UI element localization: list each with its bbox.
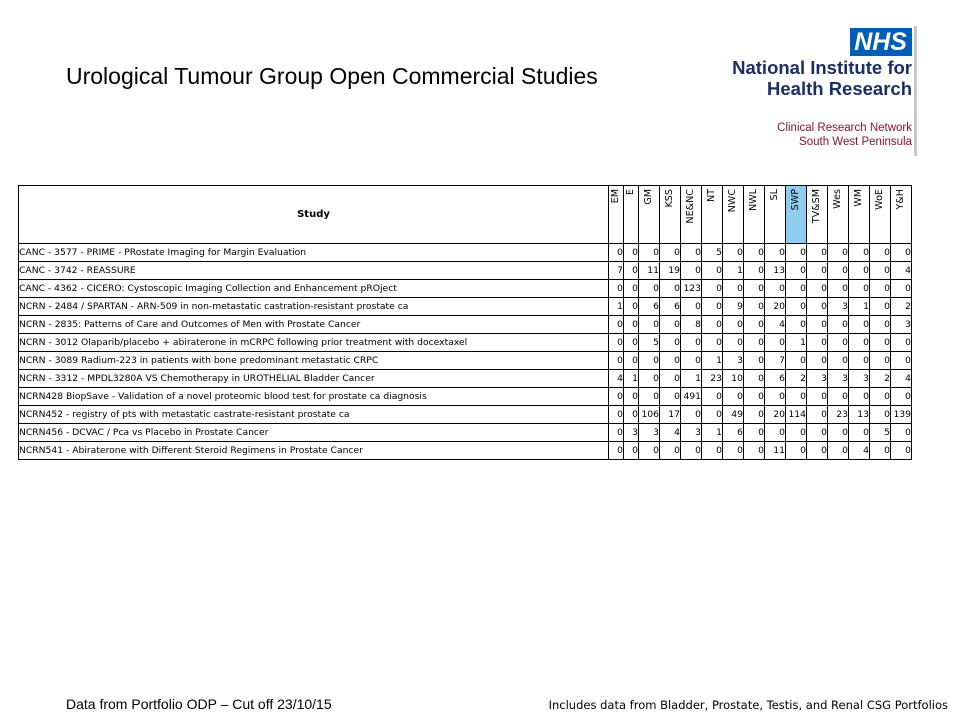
- recruitment-count-cell: 0: [660, 352, 681, 370]
- recruitment-count-cell: 0: [624, 406, 639, 424]
- recruitment-count-cell: 0: [786, 424, 807, 442]
- region-header-woe: [870, 186, 891, 244]
- institute-line-1: National Institute for: [732, 57, 912, 78]
- network-name: [777, 121, 912, 149]
- recruitment-count-cell: 0: [807, 334, 828, 352]
- recruitment-count-cell: 1: [786, 334, 807, 352]
- recruitment-count-cell: 13: [849, 406, 870, 424]
- recruitment-count-cell: 0: [870, 280, 891, 298]
- recruitment-count-cell: 0: [681, 406, 702, 424]
- recruitment-count-cell: 114: [786, 406, 807, 424]
- recruitment-count-cell: 0: [624, 280, 639, 298]
- recruitment-count-cell: 0: [828, 244, 849, 262]
- study-name-cell: NCRN428 BiopSave - Validation of a novel proteomic blood test for prostate ca diagnosis: [19, 388, 609, 406]
- recruitment-count-cell: 0: [624, 352, 639, 370]
- recruitment-count-cell: 13: [765, 262, 786, 280]
- recruitment-count-cell: 0: [702, 406, 723, 424]
- recruitment-count-cell: 0: [660, 280, 681, 298]
- recruitment-count-cell: 0: [702, 442, 723, 460]
- region-header-nt: [702, 186, 723, 244]
- study-name-cell: CANC - 3577 - PRIME - PRostate Imaging for Margin Evaluation: [19, 244, 609, 262]
- table-header-row: [19, 186, 912, 244]
- recruitment-count-cell: 2: [891, 298, 912, 316]
- recruitment-count-cell: 0: [891, 280, 912, 298]
- recruitment-count-cell: 3: [624, 424, 639, 442]
- recruitment-count-cell: 0: [681, 442, 702, 460]
- recruitment-count-cell: 0: [744, 298, 765, 316]
- table-row: [19, 244, 912, 262]
- table-row: [19, 406, 912, 424]
- recruitment-count-cell: 0: [609, 424, 624, 442]
- recruitment-count-cell: 7: [765, 352, 786, 370]
- recruitment-count-cell: 0: [765, 334, 786, 352]
- recruitment-count-cell: 0: [744, 370, 765, 388]
- recruitment-count-cell: 0: [807, 262, 828, 280]
- recruitment-count-cell: 9: [723, 298, 744, 316]
- recruitment-count-cell: 0: [624, 334, 639, 352]
- recruitment-count-cell: 0: [870, 334, 891, 352]
- recruitment-count-cell: 0: [807, 280, 828, 298]
- region-header-em: [609, 186, 624, 244]
- recruitment-count-cell: 0: [786, 388, 807, 406]
- recruitment-count-cell: 0: [744, 280, 765, 298]
- recruitment-count-cell: 0: [744, 406, 765, 424]
- recruitment-count-cell: 0: [744, 352, 765, 370]
- region-label: WM: [853, 189, 864, 207]
- recruitment-count-cell: 123: [681, 280, 702, 298]
- portfolio-note: Includes data from Bladder, Prostate, Testis, and Renal CSG Portfolios: [548, 698, 948, 712]
- recruitment-count-cell: 0: [660, 334, 681, 352]
- region-label: E: [625, 189, 636, 196]
- recruitment-count-cell: 0: [870, 406, 891, 424]
- region-label: NWL: [748, 189, 759, 212]
- recruitment-count-cell: 491: [681, 388, 702, 406]
- recruitment-count-cell: 3: [828, 370, 849, 388]
- region-label: TV&SM: [811, 189, 822, 224]
- recruitment-count-cell: 0: [786, 280, 807, 298]
- recruitment-count-cell: 0: [765, 280, 786, 298]
- recruitment-count-cell: 23: [828, 406, 849, 424]
- region-header-kss: [660, 186, 681, 244]
- recruitment-count-cell: 3: [807, 370, 828, 388]
- recruitment-count-cell: 0: [660, 388, 681, 406]
- recruitment-count-cell: 20: [765, 406, 786, 424]
- region-header-sl: [765, 186, 786, 244]
- region-header-nwc: [723, 186, 744, 244]
- study-name-cell: NCRN456 - DCVAC / Pca vs Placebo in Prostate Cancer: [19, 424, 609, 442]
- recruitment-count-cell: 0: [828, 334, 849, 352]
- study-name-cell: CANC - 4362 - CICERO: Cystoscopic Imaging Collection and Enhancement pROject: [19, 280, 609, 298]
- recruitment-count-cell: 0: [660, 316, 681, 334]
- recruitment-count-cell: 0: [828, 388, 849, 406]
- recruitment-count-cell: 0: [849, 388, 870, 406]
- recruitment-count-cell: 4: [891, 262, 912, 280]
- recruitment-count-cell: 6: [660, 298, 681, 316]
- nhs-logo-badge: NHS: [850, 28, 912, 56]
- study-name-cell: NCRN452 - registry of pts with metastatic castrate-resistant prostate ca: [19, 406, 609, 424]
- recruitment-count-cell: 0: [681, 298, 702, 316]
- recruitment-count-cell: 0: [807, 388, 828, 406]
- recruitment-count-cell: 0: [849, 262, 870, 280]
- recruitment-count-cell: 2: [786, 370, 807, 388]
- recruitment-count-cell: 4: [849, 442, 870, 460]
- region-header-ne-nc: [681, 186, 702, 244]
- data-source-note: Data from Portfolio ODP – Cut off 23/10/15: [66, 696, 332, 712]
- recruitment-count-cell: 3: [681, 424, 702, 442]
- recruitment-count-cell: 0: [849, 424, 870, 442]
- region-header-swp: [786, 186, 807, 244]
- recruitment-count-cell: 23: [702, 370, 723, 388]
- recruitment-count-cell: 0: [702, 334, 723, 352]
- recruitment-count-cell: 0: [849, 352, 870, 370]
- recruitment-count-cell: 1: [702, 424, 723, 442]
- recruitment-count-cell: 0: [660, 442, 681, 460]
- recruitment-count-cell: 2: [870, 370, 891, 388]
- recruitment-count-cell: 0: [849, 316, 870, 334]
- recruitment-count-cell: 17: [660, 406, 681, 424]
- recruitment-count-cell: 0: [744, 334, 765, 352]
- study-name-cell: NCRN - 3089 Radium-223 in patients with bone predominant metastatic CRPC: [19, 352, 609, 370]
- recruitment-count-cell: 106: [639, 406, 660, 424]
- study-name-cell: NCRN541 - Abiraterone with Different Steroid Regimens in Prostate Cancer: [19, 442, 609, 460]
- region-label: WoE: [874, 189, 885, 210]
- recruitment-count-cell: 0: [624, 244, 639, 262]
- region-header-wm: [849, 186, 870, 244]
- page-title: Urological Tumour Group Open Commercial Studies: [66, 63, 598, 89]
- recruitment-count-cell: 0: [744, 442, 765, 460]
- recruitment-count-cell: 0: [660, 370, 681, 388]
- region-label: Y&H: [895, 189, 906, 210]
- recruitment-count-cell: 0: [639, 442, 660, 460]
- recruitment-count-cell: 0: [849, 334, 870, 352]
- recruitment-count-cell: 3: [891, 316, 912, 334]
- institute-name: [732, 57, 912, 99]
- recruitment-count-cell: 19: [660, 262, 681, 280]
- recruitment-count-cell: 0: [681, 244, 702, 262]
- recruitment-count-cell: 0: [807, 298, 828, 316]
- region-header-nwl: [744, 186, 765, 244]
- recruitment-count-cell: 0: [891, 352, 912, 370]
- study-column-header: Study: [19, 186, 609, 244]
- recruitment-count-cell: 0: [744, 424, 765, 442]
- recruitment-count-cell: 0: [786, 316, 807, 334]
- recruitment-count-cell: 0: [609, 352, 624, 370]
- recruitment-count-cell: 0: [807, 244, 828, 262]
- recruitment-count-cell: 0: [723, 244, 744, 262]
- recruitment-count-cell: 6: [723, 424, 744, 442]
- recruitment-count-cell: 0: [828, 280, 849, 298]
- recruitment-count-cell: 0: [624, 262, 639, 280]
- recruitment-count-cell: 0: [807, 352, 828, 370]
- region-label: NT: [706, 189, 717, 203]
- table-row: [19, 262, 912, 280]
- recruitment-count-cell: 0: [891, 388, 912, 406]
- study-name-cell: NCRN - 3312 - MPDL3280A VS Chemotherapy in UROTHELIAL Bladder Cancer: [19, 370, 609, 388]
- recruitment-count-cell: 11: [765, 442, 786, 460]
- recruitment-count-cell: 1: [723, 262, 744, 280]
- recruitment-count-cell: 0: [744, 262, 765, 280]
- table-body: [19, 244, 912, 460]
- network-line-2: South West Peninsula: [799, 136, 912, 148]
- recruitment-count-cell: 0: [765, 424, 786, 442]
- recruitment-count-cell: 0: [849, 280, 870, 298]
- table-row: [19, 370, 912, 388]
- recruitment-count-cell: 0: [765, 388, 786, 406]
- recruitment-count-cell: 5: [702, 244, 723, 262]
- recruitment-count-cell: 0: [639, 352, 660, 370]
- institute-line-2: Health Research: [767, 78, 912, 99]
- region-label: SWP: [790, 189, 801, 211]
- recruitment-count-cell: 0: [702, 388, 723, 406]
- recruitment-count-cell: 0: [807, 316, 828, 334]
- recruitment-count-cell: 0: [870, 298, 891, 316]
- recruitment-count-cell: 0: [870, 442, 891, 460]
- recruitment-count-cell: 3: [723, 352, 744, 370]
- recruitment-count-cell: 3: [828, 298, 849, 316]
- recruitment-count-cell: 1: [609, 298, 624, 316]
- recruitment-count-cell: 0: [660, 244, 681, 262]
- recruitment-count-cell: 0: [624, 316, 639, 334]
- recruitment-count-cell: 0: [807, 406, 828, 424]
- recruitment-count-cell: 0: [702, 280, 723, 298]
- table-row: [19, 298, 912, 316]
- recruitment-count-cell: 0: [639, 388, 660, 406]
- recruitment-count-cell: 0: [681, 352, 702, 370]
- recruitment-count-cell: 0: [891, 334, 912, 352]
- recruitment-count-cell: 3: [849, 370, 870, 388]
- recruitment-count-cell: 0: [828, 352, 849, 370]
- region-header-wes: [828, 186, 849, 244]
- region-header-gm: [639, 186, 660, 244]
- recruitment-count-cell: 0: [624, 298, 639, 316]
- study-name-cell: NCRN - 3012 Olaparib/placebo + abiraterone in mCRPC following prior treatment with docextaxel: [19, 334, 609, 352]
- recruitment-count-cell: 0: [807, 424, 828, 442]
- recruitment-count-cell: 0: [891, 424, 912, 442]
- recruitment-count-cell: 4: [660, 424, 681, 442]
- table-row: [19, 280, 912, 298]
- recruitment-count-cell: 0: [786, 244, 807, 262]
- recruitment-count-cell: 0: [702, 298, 723, 316]
- recruitment-count-cell: 6: [639, 298, 660, 316]
- recruitment-count-cell: 5: [639, 334, 660, 352]
- table-row: [19, 424, 912, 442]
- region-header-e: [624, 186, 639, 244]
- table-row: [19, 388, 912, 406]
- recruitment-count-cell: 0: [786, 298, 807, 316]
- recruitment-count-cell: 0: [765, 244, 786, 262]
- recruitment-count-cell: 3: [639, 424, 660, 442]
- recruitment-count-cell: 0: [639, 370, 660, 388]
- region-label: GM: [643, 189, 654, 205]
- recruitment-count-cell: 5: [870, 424, 891, 442]
- region-label: EM: [610, 189, 621, 204]
- recruitment-count-cell: 0: [786, 442, 807, 460]
- recruitment-count-cell: 0: [744, 316, 765, 334]
- recruitment-count-cell: 0: [870, 262, 891, 280]
- recruitment-count-cell: 0: [639, 244, 660, 262]
- recruitment-count-cell: 1: [849, 298, 870, 316]
- studies-table: [18, 185, 912, 460]
- recruitment-count-cell: 1: [681, 370, 702, 388]
- recruitment-count-cell: 0: [639, 316, 660, 334]
- recruitment-count-cell: 4: [609, 370, 624, 388]
- region-label: NWC: [727, 189, 738, 213]
- recruitment-count-cell: 0: [786, 262, 807, 280]
- recruitment-count-cell: 0: [681, 334, 702, 352]
- study-name-cell: CANC - 3742 - REASSURE: [19, 262, 609, 280]
- recruitment-count-cell: 0: [609, 334, 624, 352]
- recruitment-count-cell: 0: [723, 280, 744, 298]
- recruitment-count-cell: 0: [609, 280, 624, 298]
- recruitment-count-cell: 0: [891, 244, 912, 262]
- recruitment-count-cell: 0: [870, 316, 891, 334]
- recruitment-count-cell: 4: [765, 316, 786, 334]
- table-row: [19, 352, 912, 370]
- recruitment-count-cell: 0: [744, 388, 765, 406]
- region-label: SL: [769, 189, 780, 201]
- recruitment-count-cell: 4: [891, 370, 912, 388]
- table-row: [19, 334, 912, 352]
- table-row: [19, 442, 912, 460]
- recruitment-count-cell: 0: [702, 316, 723, 334]
- recruitment-count-cell: 0: [870, 352, 891, 370]
- recruitment-count-cell: 0: [723, 316, 744, 334]
- region-label: Wes: [832, 189, 843, 209]
- recruitment-count-cell: 0: [609, 316, 624, 334]
- recruitment-count-cell: 0: [624, 388, 639, 406]
- recruitment-count-cell: 0: [870, 388, 891, 406]
- recruitment-count-cell: 0: [828, 424, 849, 442]
- recruitment-count-cell: 0: [786, 352, 807, 370]
- recruitment-count-cell: 0: [681, 262, 702, 280]
- table-row: [19, 316, 912, 334]
- recruitment-count-cell: 0: [723, 442, 744, 460]
- recruitment-count-cell: 0: [702, 262, 723, 280]
- recruitment-count-cell: 0: [723, 388, 744, 406]
- region-label: NE&NC: [685, 189, 696, 224]
- recruitment-count-cell: 0: [609, 388, 624, 406]
- recruitment-count-cell: 8: [681, 316, 702, 334]
- recruitment-count-cell: 20: [765, 298, 786, 316]
- recruitment-count-cell: 0: [849, 244, 870, 262]
- recruitment-count-cell: 1: [624, 370, 639, 388]
- recruitment-count-cell: 0: [624, 442, 639, 460]
- recruitment-count-cell: 0: [609, 442, 624, 460]
- region-label: KSS: [664, 189, 675, 208]
- recruitment-count-cell: 7: [609, 262, 624, 280]
- region-header-tv-sm: [807, 186, 828, 244]
- recruitment-count-cell: 0: [828, 442, 849, 460]
- network-line-1: Clinical Research Network: [777, 122, 912, 134]
- recruitment-count-cell: 0: [807, 442, 828, 460]
- recruitment-count-cell: 6: [765, 370, 786, 388]
- recruitment-count-cell: 0: [828, 316, 849, 334]
- recruitment-count-cell: 139: [891, 406, 912, 424]
- study-name-cell: NCRN - 2484 / SPARTAN - ARN-509 in non-metastatic castration-resistant prostate ca: [19, 298, 609, 316]
- recruitment-count-cell: 0: [609, 244, 624, 262]
- nihr-logo: [704, 26, 917, 156]
- recruitment-count-cell: 0: [870, 244, 891, 262]
- study-name-cell: NCRN - 2835: Patterns of Care and Outcomes of Men with Prostate Cancer: [19, 316, 609, 334]
- region-header-y-h: [891, 186, 912, 244]
- recruitment-count-cell: 0: [828, 262, 849, 280]
- recruitment-count-cell: 0: [639, 280, 660, 298]
- recruitment-count-cell: 49: [723, 406, 744, 424]
- recruitment-count-cell: 0: [744, 244, 765, 262]
- recruitment-count-cell: 1: [702, 352, 723, 370]
- recruitment-count-cell: 11: [639, 262, 660, 280]
- recruitment-count-cell: 0: [609, 406, 624, 424]
- recruitment-count-cell: 10: [723, 370, 744, 388]
- recruitment-count-cell: 0: [891, 442, 912, 460]
- recruitment-count-cell: 0: [723, 334, 744, 352]
